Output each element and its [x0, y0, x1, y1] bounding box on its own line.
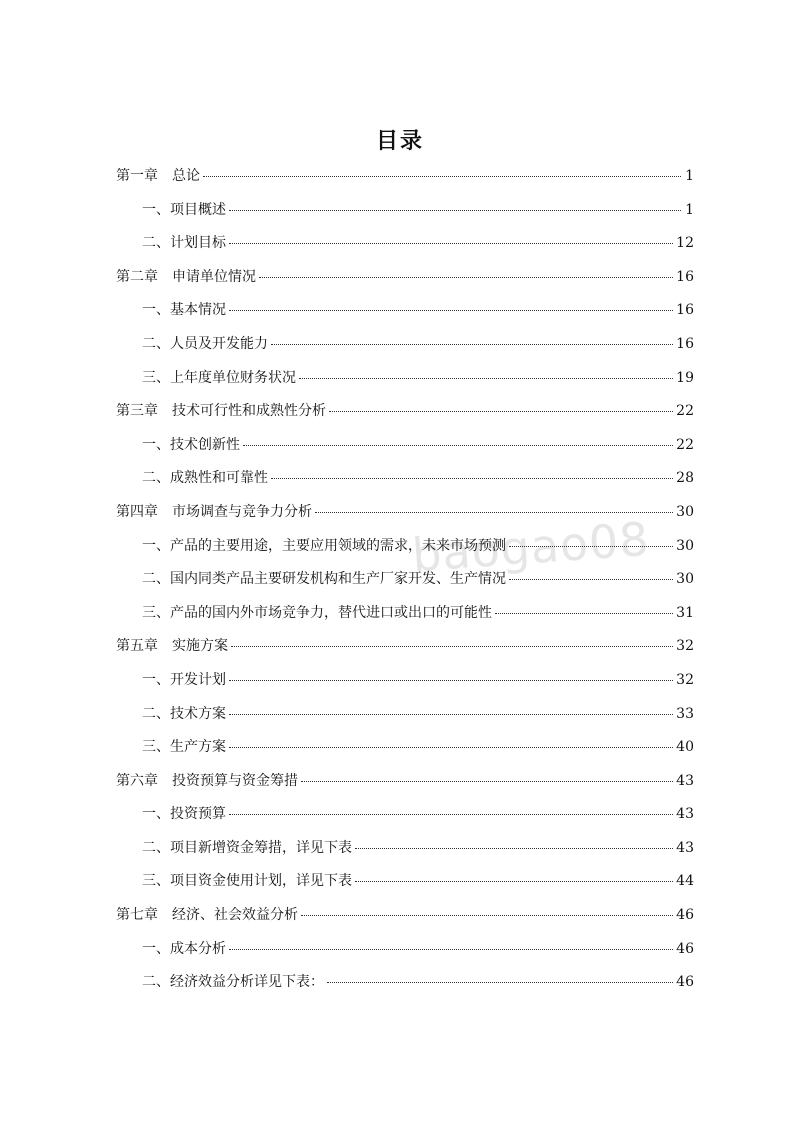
toc-page-number: 22 [676, 403, 694, 420]
toc-entry-label: 三、生产方案 [142, 739, 226, 756]
toc-page-number: 1 [685, 201, 694, 218]
toc-chapter-entry[interactable] [116, 496, 694, 530]
toc-entry-label: 实施方案 [172, 638, 228, 655]
toc-page-number: 19 [676, 369, 694, 386]
toc-page-number: 46 [676, 907, 694, 924]
dot-leader [315, 512, 673, 513]
toc-chapter-number: 第一章 [116, 168, 158, 184]
toc-section-entry[interactable] [116, 462, 694, 496]
dot-leader [229, 949, 673, 950]
toc-entry-label: 一、技术创新性 [142, 436, 240, 453]
toc-section-entry[interactable] [116, 832, 694, 866]
dot-leader [355, 848, 673, 849]
dot-leader [329, 411, 673, 412]
toc-section-entry[interactable] [116, 429, 694, 463]
dot-leader [355, 881, 673, 882]
dot-leader [229, 310, 673, 311]
toc-entry-label: 二、技术方案 [142, 705, 226, 722]
toc-chapter-entry[interactable] [116, 899, 694, 933]
dot-leader [229, 814, 673, 815]
toc-chapter-number: 第二章 [116, 268, 158, 285]
toc-section-entry[interactable] [116, 933, 694, 967]
toc-chapter-entry[interactable] [116, 160, 694, 194]
dot-leader [229, 680, 673, 681]
toc-entry-label: 一、投资预算 [142, 806, 226, 823]
toc-section-entry[interactable] [116, 328, 694, 362]
toc-section-entry[interactable] [116, 530, 694, 564]
toc-page-number: 31 [676, 604, 694, 621]
toc-entry-label: 经济、社会效益分析 [172, 907, 298, 924]
toc-entry-label: 一、项目概述 [142, 201, 226, 218]
dot-leader [229, 210, 681, 211]
dot-leader [203, 176, 681, 177]
toc-page-number: 44 [676, 873, 694, 890]
toc-page-number: 16 [676, 335, 694, 352]
toc-chapter-entry[interactable] [116, 261, 694, 295]
toc-page-number: 16 [676, 268, 694, 285]
dot-leader [301, 781, 673, 782]
toc-page-number: 28 [676, 470, 694, 487]
dot-leader [301, 915, 673, 916]
dot-leader [229, 747, 673, 748]
toc-chapter-entry[interactable] [116, 630, 694, 664]
toc-chapter-number: 第三章 [116, 403, 158, 420]
toc-section-entry[interactable] [116, 966, 694, 1000]
toc-section-entry[interactable] [116, 597, 694, 631]
dot-leader [231, 646, 673, 647]
dot-leader [271, 478, 673, 479]
toc-entry-label: 二、经济效益分析详见下表： [142, 974, 324, 991]
toc-page-number: 12 [676, 235, 694, 252]
toc-entry-label: 一、成本分析 [142, 940, 226, 957]
dot-leader [271, 344, 673, 345]
toc-page-number: 43 [676, 772, 694, 789]
toc-page-number: 32 [676, 638, 694, 655]
toc-section-entry[interactable] [116, 563, 694, 597]
toc-entry-label: 二、成熟性和可靠性 [142, 470, 268, 487]
dot-leader [509, 546, 673, 547]
dot-leader [327, 982, 673, 983]
toc-page-number: 46 [676, 940, 694, 957]
dot-leader [509, 579, 673, 580]
toc-entry-label: 二、计划目标 [142, 235, 226, 252]
toc-entry-label: 一、基本情况 [142, 302, 226, 319]
toc-entry-label: 三、上年度单位财务状况 [142, 369, 296, 386]
toc-chapter-entry[interactable] [116, 765, 694, 799]
toc-page-number: 32 [676, 671, 694, 688]
dot-leader [243, 445, 673, 446]
toc-section-entry[interactable] [116, 664, 694, 698]
toc-chapter-number: 第四章 [116, 503, 158, 520]
toc-page-number: 43 [676, 806, 694, 823]
toc-page-number: 46 [676, 974, 694, 991]
watermark: baogao08 [410, 511, 652, 583]
toc-entry-label: 申请单位情况 [172, 268, 256, 285]
toc-page-number: 30 [676, 571, 694, 588]
page-title: 目录 [375, 128, 424, 154]
toc-entry-label: 一、开发计划 [142, 671, 226, 688]
toc-entry-label: 三、项目资金使用计划，详见下表 [142, 873, 352, 890]
toc-page-number: 43 [676, 839, 694, 856]
toc-entry-label: 市场调查与竞争力分析 [172, 503, 312, 520]
table-of-contents [116, 160, 694, 1000]
toc-page-number: 40 [676, 739, 694, 756]
toc-chapter-number: 第五章 [116, 638, 158, 655]
toc-section-entry[interactable] [116, 294, 694, 328]
toc-entry-label: 三、产品的国内外市场竞争力，替代进口或出口的可能性 [142, 604, 492, 621]
toc-entry-label: 二、项目新增资金筹措，详见下表 [142, 839, 352, 856]
toc-entry-label: 投资预算与资金筹措 [172, 772, 298, 789]
toc-section-entry[interactable] [116, 731, 694, 765]
toc-chapter-number: 第六章 [116, 772, 158, 789]
toc-section-entry[interactable] [116, 194, 694, 228]
toc-section-entry[interactable] [116, 798, 694, 832]
toc-page-number: 33 [676, 705, 694, 722]
toc-page-number: 16 [676, 302, 694, 319]
toc-entry-label: 总论 [172, 168, 200, 184]
toc-section-entry[interactable] [116, 362, 694, 396]
toc-entry-label: 二、人员及开发能力 [142, 335, 268, 352]
toc-section-entry[interactable] [116, 227, 694, 261]
toc-section-entry[interactable] [116, 698, 694, 732]
toc-page-number: 22 [676, 436, 694, 453]
dot-leader [229, 714, 673, 715]
dot-leader [495, 613, 673, 614]
toc-chapter-number: 第七章 [116, 907, 158, 924]
toc-page-number: 30 [676, 503, 694, 520]
dot-leader [259, 277, 673, 278]
toc-chapter-entry[interactable] [116, 395, 694, 429]
dot-leader [299, 378, 673, 379]
toc-page-number: 1 [685, 168, 694, 184]
toc-page-number: 30 [676, 537, 694, 554]
toc-entry-label: 一、产品的主要用途，主要应用领域的需求，未来市场预测 [142, 537, 506, 554]
toc-section-entry[interactable] [116, 865, 694, 899]
dot-leader [229, 243, 673, 244]
toc-entry-label: 二、国内同类产品主要研发机构和生产厂家开发、生产情况 [142, 571, 506, 588]
toc-entry-label: 技术可行性和成熟性分析 [172, 403, 326, 420]
